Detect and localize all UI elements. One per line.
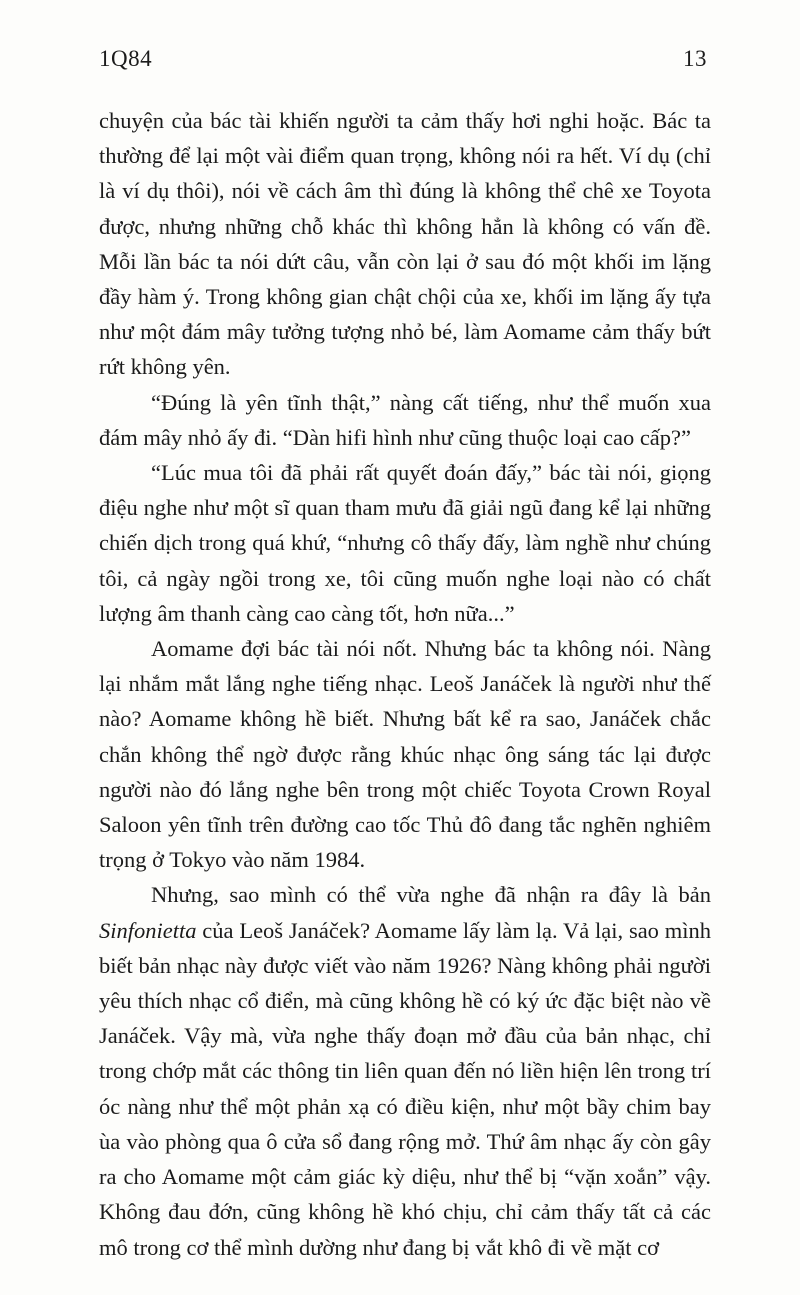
paragraph-4-text: Aomame đợi bác tài nói nốt. Nhưng bác ta không nói. Nàng lại nhắm mắt lắng nghe tiếng nhạc. Leoš Janáček là người như thế nào? Aomame không hề biết. Nhưng bất kể ra sao, Janáček chắc chắn không thể ngờ được rằng khúc nhạc ông sáng tác lại được người nào đó lắng nghe bên trong một chiếc Toyota Crown Royal Saloon yên tĩnh trên đường cao tốc Thủ đô đang tắc nghẽn nghiêm trọng ở Tokyo vào năm 1984. [99,636,711,873]
paragraph-3 [99,455,711,631]
paragraph-2 [99,385,711,455]
work-title-sinfonietta: Sinfonietta [99,917,197,943]
paragraph-4 [99,631,711,877]
paragraph-5-text-lead: Nhưng, sao mình có thể vừa nghe đã nhận ra đây là bản [151,882,711,908]
paragraph-5-text-tail: của Leoš Janáček? Aomame lấy làm lạ. Vả lại, sao mình biết bản nhạc này được viết vào năm 1926? Nàng không phải người yêu thích nhạc cổ điển, mà cũng không hề có ký ức đặc biệt nào về Janáček. Vậy mà, vừa nghe thấy đoạn mở đầu của bản nhạc, chỉ trong chớp mắt các thông tin liên quan đến nó liền hiện lên trong trí óc nàng như thể một phản xạ có điều kiện, như một bầy chim bay ùa vào phòng qua ô cửa sổ đang rộng mở. Thứ âm nhạc ấy còn gây ra cho Aomame một cảm giác kỳ diệu, như thể bị “vặn xoắn” vậy. Không đau đớn, cũng không hề khó chịu, chỉ cảm thấy tất cả các mô trong cơ thể mình dường như đang bị vắt khô đi về mặt cơ [99,917,711,1260]
page-number: 13 [683,46,707,71]
paragraph-2-text: “Đúng là yên tĩnh thật,” nàng cất tiếng, như thể muốn xua đám mây nhỏ ấy đi. “Dàn hifi hình như cũng thuộc loại cao cấp?” [99,389,711,450]
paragraph-1-text: chuyện của bác tài khiến người ta cảm thấy hơi nghi hoặc. Bác ta thường để lại một vài điểm quan trọng, không nói ra hết. Ví dụ (chỉ là ví dụ thôi), nói về cách âm thì đúng là không thể chê xe Toyota được, nhưng những chỗ khác thì không hẳn là không có vấn đề. Mỗi lần bác ta nói dứt câu, vẫn còn lại ở sau đó một khối im lặng đầy hàm ý. Trong không gian chật chội của xe, khối im lặng ấy tựa như một đám mây tưởng tượng nhỏ bé, làm Aomame cảm thấy bứt rứt không yên. [99,108,711,380]
paragraph-1 [99,103,711,385]
paragraph-5 [99,877,711,1264]
running-header [99,46,707,72]
running-header-title: 1Q84 [99,46,153,71]
paragraph-3-text: “Lúc mua tôi đã phải rất quyết đoán đấy,” bác tài nói, giọng điệu nghe như một sĩ quan tham mưu đã giải ngũ đang kể lại những chiến dịch trong quá khứ, “nhưng cô thấy đấy, làm nghề như chúng tôi, cả ngày ngồi trong xe, tôi cũng muốn nghe loại nào có chất lượng âm thanh càng cao càng tốt, hơn nữa...” [99,460,711,626]
page-body-text [99,103,711,1265]
